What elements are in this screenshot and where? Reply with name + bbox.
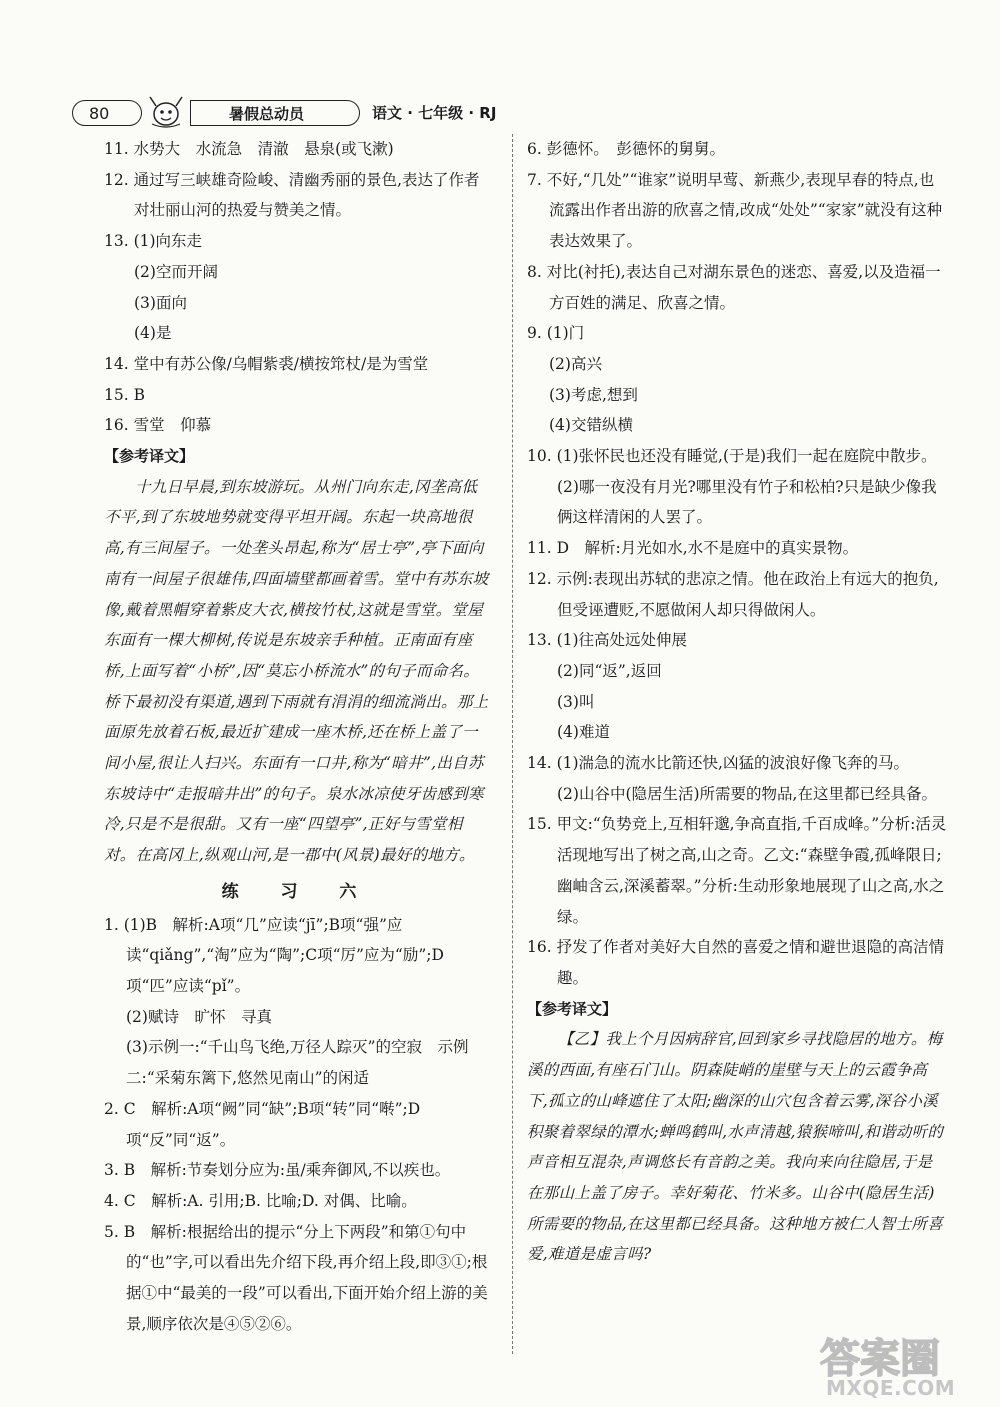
subject-label: 语文 · 七年级 · RJ <box>372 104 497 122</box>
reference-translation-title: 【参考译文】 <box>104 447 195 466</box>
reference-translation: 十九日早晨,到东坡游玩。从州门向东走,冈垄高低不平,到了东坡地势就变得平坦开阔。东起一块高地很高,有三间屋子。一处垄头昂起,称为“居士亭”,亭下面向南有一间屋子很雄伟,四面墙壁都画着雪。堂中有苏东坡像,戴着黑帽穿着紫皮大衣,横按竹杖,这就是雪堂。堂屋东面有一棵大柳树,传说是东坡亲手种植。正南面有座桥,上面写着“小桥”,因“莫忘小桥流水”的句子而命名。桥下最初没有渠道,遇到下雨就有涓涓的细流淌出。那上面原先放着石板,最近扩建成一座木桥,还在桥上盖了一间小屋,很让人扫兴。东面有一口井,称为“暗井”,出自苏东坡诗中“走报暗井出”的句子。泉水冰凉使牙齿感到寒冷,只是不是很甜。又有一座“四望亭”,正好与雪堂相对。在高冈上,纵观山河,是一郡中(风景)最好的地方。 <box>104 477 489 865</box>
left-column <box>104 134 492 1339</box>
answer-item: 14. 堂中有苏公像/乌帽紫裘/横按筇杖/是为雪堂 <box>104 354 429 373</box>
page-number <box>72 100 142 126</box>
brand-title <box>190 100 360 126</box>
answer-subitem: (2)赋诗 旷怀 寻真 <box>126 1007 272 1026</box>
answer-item: 8. 对比(衬托),表达自己对湖东景色的迷恋、喜爱,以及造福一方百姓的满足、欣喜之情。 <box>527 262 941 312</box>
answer-item: 2. C 解析:A项“阙”同“缺”;B项“转”同“啭”;D项“反”同“返”。 <box>104 1099 421 1149</box>
reference-translation: 【乙】我上个月因病辞官,回到家乡寻找隐居的地方。梅溪的西面,有座石门山。阴森陡峭的崖壁与天上的云霞争高下,孤立的山峰遮住了太阳;幽深的山穴包含着云雾,深谷小溪积聚着翠绿的潭水;蝉鸣鹤叫,水声清越,猿猴啼叫,和谐动听的声音相互混杂,声调悠长有音韵之美。我向来向往隐居,于是在那山上盖了房子。幸好菊花、竹米多。山谷中(隐居生活)所需要的物品,在这里都已经具备。这种地方被仁人智士所喜爱,难道是虚言吗? <box>527 1030 944 1264</box>
answer-subitem: (4)是 <box>134 324 172 343</box>
answer-subitem: (4)交错纵横 <box>549 416 633 435</box>
answer-item: 13. (1)往高处远处伸展 <box>527 631 688 650</box>
answer-item: 16. 雪堂 仰慕 <box>104 416 212 435</box>
answer-item: 13. (1)向东走 <box>104 232 203 251</box>
answer-item: 15. 甲文:“负势竞上,互相轩邈,争高直指,千百成峰。”分析:活灵活现地写出了树之高,山之奇。乙文:“森壁争霞,孤峰限日;幽岫含云,深溪蓄翠。”分析:生动形象地展现了山之高,水之绿。 <box>527 815 947 926</box>
answer-subitem: (3)面向 <box>134 293 187 312</box>
answer-item: 10. (1)张怀民也还没有睡觉,(于是)我们一起在庭院中散步。 <box>527 447 937 466</box>
answer-item: 11. D 解析:月光如水,水不是庭中的真实景物。 <box>527 539 859 558</box>
brand-text: 暑假总动员 <box>229 104 305 123</box>
answer-subitem: (3)示例一:“千山鸟飞绝,万径人踪灭”的空寂 示例二:“采菊东篱下,悠然见南山”的闲适 <box>126 1038 469 1088</box>
answer-subitem: (2)山谷中(隐居生活)所需要的物品,在这里都已经具备。 <box>557 784 937 803</box>
section-title: 练 习 六 <box>221 881 375 902</box>
answer-subitem: (2)同“返”,返回 <box>557 661 662 680</box>
answer-item: 15. B <box>104 385 145 404</box>
watermark-logo-text: 答案圈 <box>820 1336 940 1382</box>
answer-subitem: (2)高兴 <box>549 354 602 373</box>
answer-item: 4. C 解析:A. 引用;B. 比喻;D. 对偶、比喻。 <box>104 1191 417 1210</box>
mascot-icon <box>144 94 188 130</box>
answer-item: 11. 水势大 水流急 清澈 悬泉(或飞漱) <box>104 140 394 158</box>
answer-item: 12. 通过写三峡雄奇险峻、清幽秀丽的景色,表达了作者对壮丽山河的热爱与赞美之情。 <box>104 170 480 220</box>
column-divider <box>512 134 513 1354</box>
answer-item: 5. B 解析:根据给出的提示“分上下两段”和第①句中的“也”字,可以看出先介绍下段,再介绍上段,即③①;根据①中“最美的一段”可以看出,下面开始介绍上游的美景,顺序依次是④⑤②⑥。 <box>104 1222 488 1333</box>
page-number-text: 80 <box>89 103 110 123</box>
answer-item: 12. 示例:表现出苏轼的悲凉之情。他在政治上有远大的抱负,但受诬遭贬,不愿做闲人却只得做闲人。 <box>527 569 939 619</box>
answer-item: 6. 彭德怀。 彭德怀的舅舅。 <box>527 140 725 158</box>
answer-item: 3. B 解析:节奏划分应为:虽/乘奔御风,不以疾也。 <box>104 1161 451 1180</box>
answer-item: 16. 抒发了作者对美好大自然的喜爱之情和避世退隐的高洁情趣。 <box>527 938 945 987</box>
answer-item: 1. (1)B 解析:A项“几”应读“jī”;B项“强”应读“qiǎng”,“淘”应为“陶”;C项“厉”应为“励”;D项“匹”应读“pǐ”。 <box>104 915 444 995</box>
answer-item: 9. (1)门 <box>527 324 585 343</box>
watermark-site: MXQE.COM <box>826 1376 956 1400</box>
right-column <box>527 134 947 1270</box>
page-header <box>72 100 497 128</box>
answer-subitem: (3)考虑,想到 <box>549 385 638 404</box>
answer-subitem: (3)叫 <box>557 692 595 711</box>
reference-translation-title: 【参考译文】 <box>527 999 618 1018</box>
answer-subitem: (2)空而开阔 <box>134 262 218 281</box>
answer-item: 7. 不好,“几处”“谁家”说明早莺、新燕少,表现早春的特点,也流露出作者出游的欣喜之情,改成“处处”“家家”就没有这种表达效果了。 <box>527 170 943 251</box>
answer-subitem: (4)难道 <box>557 723 610 742</box>
answer-item: 14. (1)湍急的流水比箭还快,凶猛的波浪好像飞奔的马。 <box>527 754 909 773</box>
answer-subitem: (2)哪一夜没有月光?哪里没有竹子和松柏?只是缺少像我俩这样清闲的人罢了。 <box>557 477 937 527</box>
